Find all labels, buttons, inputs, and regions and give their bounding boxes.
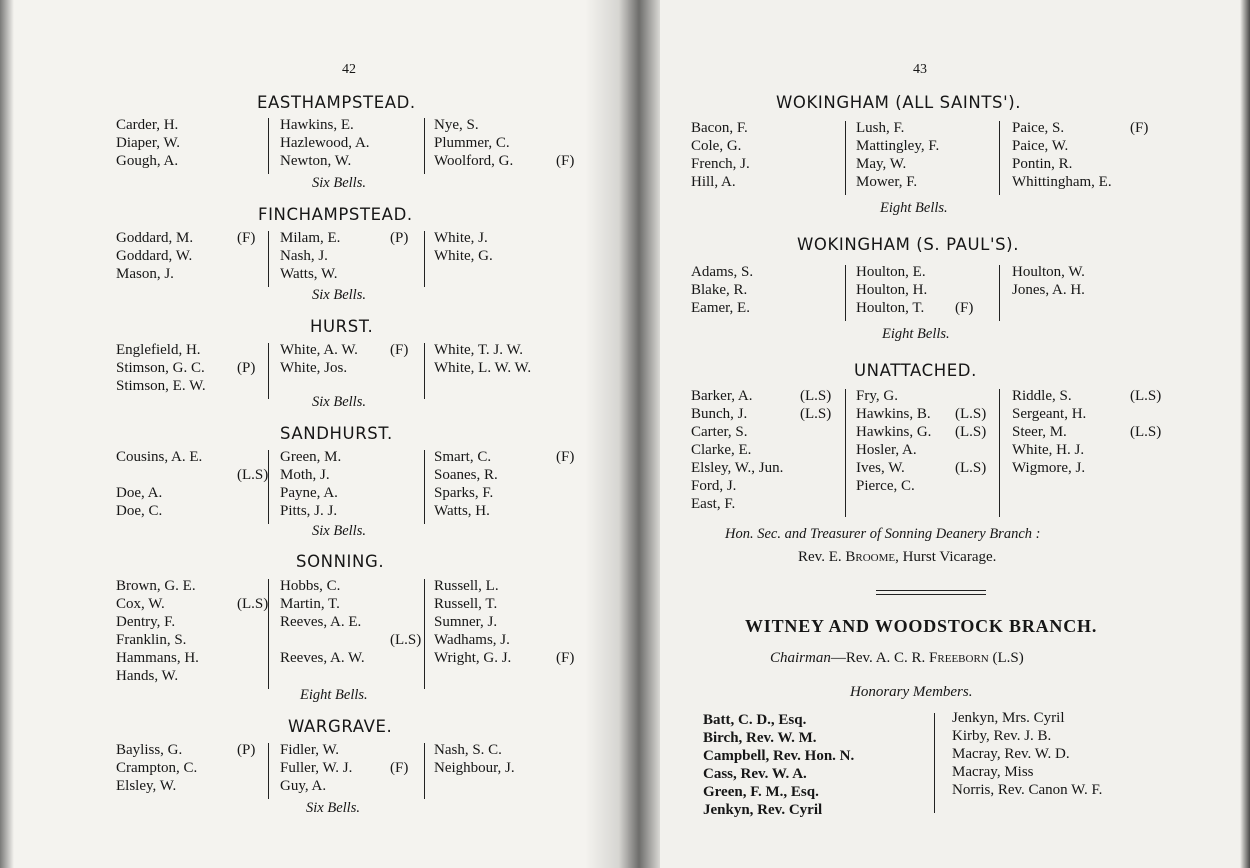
ringer-name: Houlton, H.	[856, 282, 928, 298]
marks-col1	[237, 448, 268, 520]
ringer-name: Fuller, W. J.	[280, 760, 353, 776]
ringer-mark	[390, 577, 421, 595]
names-col1	[691, 263, 753, 317]
member-name: Birch, Rev. W. M.	[703, 730, 817, 746]
ringer-name: Ives, W.	[856, 460, 905, 476]
ringer-name: Reeves, A. E.	[280, 614, 362, 630]
column-rule	[845, 265, 846, 321]
ringer-mark	[390, 265, 408, 283]
names-col3	[434, 341, 531, 377]
ringer-name: Doe, C.	[116, 503, 163, 519]
ringer-name: Cousins, A. E.	[116, 449, 203, 465]
ringer-mark	[1130, 173, 1148, 191]
ringer-name: Gough, A.	[116, 153, 179, 169]
marks-col1	[237, 229, 255, 283]
bells-note: Six Bells.	[312, 394, 366, 410]
column-rule	[424, 579, 425, 689]
ringer-mark	[237, 667, 268, 685]
ringer-mark	[390, 595, 421, 613]
marks-col3	[556, 448, 574, 520]
member-name: Kirby, Rev. J. B.	[952, 728, 1052, 744]
ringer-mark	[1130, 155, 1148, 173]
member-name: Norris, Rev. Canon W. F.	[952, 782, 1103, 798]
ringer-name: Wigmore, J.	[1012, 460, 1086, 476]
names-col2	[280, 448, 341, 520]
ringer-name: White, H. J.	[1012, 442, 1085, 458]
ringer-name	[280, 631, 365, 649]
bells-note: Eight Bells.	[882, 326, 950, 342]
ringer-mark: (L.S)	[955, 406, 987, 422]
ringer-mark	[800, 495, 831, 513]
ringer-name: Carter, S.	[691, 424, 748, 440]
ringer-name: Wright, G. J.	[434, 650, 512, 666]
witney-chairman: Chairman—Rev. A. C. R. Freeborn (L.S)	[770, 650, 1024, 666]
ringer-mark: (L.S)	[1130, 424, 1162, 440]
column-rule	[268, 118, 269, 174]
marks-col1	[237, 741, 255, 795]
ringer-name: Russell, L.	[434, 578, 499, 594]
ringer-mark: (L.S)	[955, 424, 987, 440]
ringer-name: Goddard, W.	[116, 248, 193, 264]
bells-note: Eight Bells.	[300, 687, 368, 703]
ringer-name: White, Jos.	[280, 360, 348, 376]
ringer-name: Newton, W.	[280, 153, 352, 169]
names-col1	[116, 448, 202, 520]
marks-col3	[556, 577, 574, 667]
member-name: Jenkyn, Mrs. Cyril	[952, 710, 1065, 726]
names-col3	[434, 448, 498, 520]
ringer-name: Payne, A.	[280, 485, 338, 501]
ringer-name: Woolford, G.	[434, 153, 514, 169]
ringer-name: Fry, G.	[856, 388, 898, 404]
ringer-name: White, L. W. W.	[434, 360, 532, 376]
ringer-name: Mower, F.	[856, 174, 918, 190]
names-col2	[280, 229, 340, 283]
ringer-mark: (L.S)	[955, 460, 987, 476]
ringer-mark	[390, 359, 408, 377]
ringer-mark: (F)	[1130, 120, 1149, 136]
marks-col3	[556, 116, 574, 170]
member-name: Green, F. M., Esq.	[703, 784, 819, 800]
ringer-name: Diaper, W.	[116, 135, 180, 151]
ringer-name: Whittingham, E.	[1012, 174, 1112, 190]
ringer-name: White, G.	[434, 248, 493, 264]
ringer-mark	[390, 741, 408, 759]
section-heading: WARGRAVE.	[288, 717, 393, 736]
ringer-name: Martin, T.	[280, 596, 340, 612]
book-left-edge	[0, 0, 14, 868]
ringer-mark	[237, 247, 255, 265]
ringer-mark	[556, 484, 574, 502]
ringer-mark: (L.S)	[237, 596, 269, 612]
column-rule	[424, 743, 425, 799]
witney-title: WITNEY AND WOODSTOCK BRANCH.	[745, 616, 1098, 636]
ringer-name: Franklin, S.	[116, 632, 187, 648]
section-heading: WOKINGHAM (S. PAUL'S).	[797, 235, 1020, 254]
ringer-mark	[237, 484, 268, 502]
names-col3	[1012, 387, 1086, 477]
ringer-name: Bayliss, G.	[116, 742, 183, 758]
ringer-mark	[955, 387, 986, 405]
ringer-mark	[556, 631, 574, 649]
names-col1	[116, 116, 180, 170]
ringer-name: Ford, J.	[691, 478, 737, 494]
ringer-mark	[955, 263, 973, 281]
ringer-mark: (F)	[556, 449, 575, 465]
ringer-name: Hawkins, E.	[280, 117, 354, 133]
ringer-mark	[237, 759, 255, 777]
ringer-name: Adams, S.	[691, 264, 754, 280]
ringer-name: Bunch, J.	[691, 406, 748, 422]
ringer-name: Plummer, C.	[434, 135, 510, 151]
ringer-name: Lush, F.	[856, 120, 905, 136]
names-col3	[434, 116, 513, 170]
ringer-name: Eamer, E.	[691, 300, 750, 316]
honorary-members-col2	[952, 709, 1102, 799]
page-number: 43	[913, 62, 927, 77]
column-rule	[999, 121, 1000, 195]
bells-note: Six Bells.	[312, 287, 366, 303]
ringer-name: Nye, S.	[434, 117, 479, 133]
column-rule	[845, 389, 846, 517]
ringer-name: Watts, W.	[280, 266, 338, 282]
section-heading: SANDHURST.	[280, 424, 393, 443]
names-col1	[691, 387, 783, 513]
ringer-mark: (F)	[237, 230, 256, 246]
ringer-name: Pontin, R.	[1012, 156, 1073, 172]
ringer-name: Cox, W.	[116, 596, 165, 612]
ringer-mark: (F)	[955, 300, 974, 316]
ringer-name: Brown, G. E.	[116, 578, 196, 594]
ringer-name: Stimson, G. C.	[116, 360, 205, 376]
ringer-name: Hazlewood, A.	[280, 135, 370, 151]
section-heading: UNATTACHED.	[854, 361, 977, 380]
ringer-name: Milam, E.	[280, 230, 341, 246]
ringer-name: Nash, S. C.	[434, 742, 502, 758]
names-col2	[856, 119, 939, 191]
ringer-name: Hill, A.	[691, 174, 736, 190]
ringer-mark: (F)	[390, 760, 409, 776]
ringer-name: Smart, C.	[434, 449, 492, 465]
marks-col2	[390, 577, 421, 667]
ringer-mark	[237, 265, 255, 283]
names-col3	[434, 229, 493, 265]
ringer-name: White, J.	[434, 230, 488, 246]
column-rule	[934, 713, 935, 813]
names-col3	[434, 741, 515, 777]
names-col1	[116, 577, 199, 685]
names-col2	[280, 341, 358, 377]
ringer-mark	[955, 441, 986, 459]
bells-note: Six Bells.	[306, 800, 360, 816]
column-rule	[424, 450, 425, 524]
member-name: Campbell, Rev. Hon. N.	[703, 748, 855, 764]
marks-col2	[955, 387, 986, 495]
ringer-mark	[237, 631, 268, 649]
ringer-mark	[556, 613, 574, 631]
column-rule	[268, 450, 269, 524]
ringer-mark: (L.S)	[800, 406, 832, 422]
ringer-name: Doe, A.	[116, 485, 163, 501]
ringer-name: Crampton, C.	[116, 760, 198, 776]
page-number: 42	[342, 62, 356, 77]
ringer-name: Sergeant, H.	[1012, 406, 1087, 422]
ringer-name: Paice, S.	[1012, 120, 1065, 136]
ringer-name: Barker, A.	[691, 388, 753, 404]
ringer-mark	[800, 441, 831, 459]
ringer-name: Paice, W.	[1012, 138, 1069, 154]
column-rule	[999, 265, 1000, 321]
ringer-mark	[800, 423, 831, 441]
names-col2	[856, 263, 927, 317]
column-rule	[999, 389, 1000, 517]
ringer-name: Steer, M.	[1012, 424, 1067, 440]
ringer-mark	[556, 577, 574, 595]
column-rule	[268, 231, 269, 287]
ringer-mark	[237, 448, 268, 466]
column-rule	[424, 231, 425, 287]
ringer-name: Hosler, A.	[856, 442, 917, 458]
ringer-name: Riddle, S.	[1012, 388, 1072, 404]
ringer-name: Moth, J.	[280, 467, 330, 483]
ringer-name: May, W.	[856, 156, 907, 172]
ringer-mark: (L.S)	[800, 388, 832, 404]
names-col3	[1012, 263, 1085, 299]
ringer-mark: (L.S)	[237, 467, 269, 483]
section-heading: HURST.	[310, 317, 374, 336]
ringer-name: Hammans, H.	[116, 650, 199, 666]
marks-col3	[1130, 119, 1148, 191]
ringer-name: Reeves, A. W.	[280, 650, 365, 666]
column-rule	[268, 343, 269, 399]
ringer-name: Houlton, W.	[1012, 264, 1085, 280]
section-heading: EASTHAMPSTEAD.	[257, 93, 416, 112]
ringer-name: Watts, H.	[434, 503, 490, 519]
ringer-name: Nash, J.	[280, 248, 328, 264]
section-divider	[876, 590, 986, 595]
ringer-name: Sparks, F.	[434, 485, 494, 501]
book-right-edge	[1240, 0, 1250, 868]
section-heading: FINCHAMPSTEAD.	[258, 205, 413, 224]
ringer-mark	[1130, 137, 1148, 155]
names-col2	[856, 387, 931, 495]
names-col1	[691, 119, 750, 191]
member-name: Macray, Miss	[952, 764, 1034, 780]
ringer-mark: (F)	[556, 153, 575, 169]
ringer-name: Elsley, W.	[116, 778, 177, 794]
ringer-mark	[390, 247, 408, 265]
ringer-mark	[556, 134, 574, 152]
names-col3	[434, 577, 511, 667]
marks-col2	[390, 741, 408, 795]
marks-col1	[800, 387, 831, 513]
ringer-mark: (L.S)	[390, 632, 422, 648]
column-rule	[268, 579, 269, 689]
ringer-name: Hobbs, C.	[280, 578, 341, 594]
ringer-mark: (F)	[556, 650, 575, 666]
ringer-name: Russell, T.	[434, 596, 498, 612]
marks-col2	[955, 263, 973, 317]
ringer-name	[116, 466, 202, 484]
ringer-mark	[1130, 441, 1161, 459]
column-rule	[424, 118, 425, 174]
marks-col3	[1130, 387, 1161, 477]
ringer-name: Dentry, F.	[116, 614, 176, 630]
section-heading: SONNING.	[296, 552, 385, 571]
ringer-mark: (P)	[237, 360, 256, 376]
ringer-name: White, T. J. W.	[434, 342, 524, 358]
ringer-mark	[237, 577, 268, 595]
ringer-mark	[237, 777, 255, 795]
marks-col2	[390, 341, 408, 377]
ringer-name: Soanes, R.	[434, 467, 498, 483]
ringer-name: Fidler, W.	[280, 742, 339, 758]
ringer-name: Sumner, J.	[434, 614, 498, 630]
hon-sec-label: Hon. Sec. and Treasurer of Sonning Deanery Branch :	[725, 526, 1041, 542]
marks-col1	[237, 341, 255, 395]
names-col1	[116, 741, 197, 795]
ringer-name: Bacon, F.	[691, 120, 748, 136]
names-col2	[280, 577, 365, 667]
ringer-name: Cole, G.	[691, 138, 742, 154]
ringer-mark	[556, 595, 574, 613]
ringer-name: Stimson, E. W.	[116, 378, 206, 394]
column-rule	[268, 743, 269, 799]
bells-note: Six Bells.	[312, 523, 366, 539]
ringer-name: Elsley, W., Jun.	[691, 460, 784, 476]
ringer-mark	[556, 502, 574, 520]
ringer-name: Green, M.	[280, 449, 342, 465]
bells-note: Six Bells.	[312, 175, 366, 191]
ringer-name: Guy, A.	[280, 778, 327, 794]
ringer-mark	[237, 613, 268, 631]
ringer-name: Carder, H.	[116, 117, 179, 133]
ringer-mark	[955, 281, 973, 299]
column-rule	[845, 121, 846, 195]
ringer-mark	[237, 502, 268, 520]
ringer-mark	[237, 377, 255, 395]
ringer-mark	[390, 777, 408, 795]
member-name: Macray, Rev. W. D.	[952, 746, 1070, 762]
names-col1	[116, 229, 193, 283]
honorary-members-col1	[703, 711, 854, 819]
ringer-name: Houlton, T.	[856, 300, 925, 316]
ringer-mark: (P)	[237, 742, 256, 758]
ringer-name: Goddard, M.	[116, 230, 194, 246]
ringer-name: Hands, W.	[116, 668, 179, 684]
ringer-mark	[1130, 405, 1161, 423]
ringer-name: Hawkins, G.	[856, 424, 932, 440]
ringer-mark	[390, 613, 421, 631]
ringer-name: Mason, J.	[116, 266, 174, 282]
ringer-name: East, F.	[691, 496, 736, 512]
honorary-members-heading: Honorary Members.	[850, 684, 973, 700]
names-col2	[280, 116, 370, 170]
hon-sec-name: Rev. E. Broome, Hurst Vicarage.	[798, 549, 997, 565]
ringer-mark	[955, 477, 986, 495]
marks-col1	[237, 577, 268, 685]
ringer-name: Clarke, E.	[691, 442, 752, 458]
ringer-name: Englefield, H.	[116, 342, 201, 358]
member-name: Batt, C. D., Esq.	[703, 712, 807, 728]
ringer-name: Wadhams, J.	[434, 632, 510, 648]
column-rule	[424, 343, 425, 399]
ringer-mark	[556, 466, 574, 484]
ringer-mark: (F)	[390, 342, 409, 358]
marks-col2	[390, 229, 408, 283]
ringer-name: Houlton, E.	[856, 264, 926, 280]
section-heading: WOKINGHAM (ALL SAINTS').	[776, 93, 1022, 112]
bells-note: Eight Bells.	[880, 200, 948, 216]
ringer-name: White, A. W.	[280, 342, 358, 358]
ringer-mark	[237, 341, 255, 359]
ringer-mark	[237, 649, 268, 667]
ringer-mark	[390, 649, 421, 667]
ringer-name: Hawkins, B.	[856, 406, 931, 422]
member-name: Cass, Rev. W. A.	[703, 766, 807, 782]
ringer-name: Jones, A. H.	[1012, 282, 1085, 298]
ringer-mark: (P)	[390, 230, 409, 246]
ringer-name: Pierce, C.	[856, 478, 915, 494]
ringer-mark	[800, 477, 831, 495]
names-col1	[116, 341, 206, 395]
ringer-name: Mattingley, F.	[856, 138, 940, 154]
ringer-name: French, J.	[691, 156, 750, 172]
ringer-mark	[1130, 459, 1161, 477]
ringer-name: Neighbour, J.	[434, 760, 515, 776]
ringer-name: Pitts, J. J.	[280, 503, 338, 519]
ringer-mark	[800, 459, 831, 477]
ringer-mark	[556, 116, 574, 134]
member-name: Jenkyn, Rev. Cyril	[703, 802, 823, 818]
names-col3	[1012, 119, 1112, 191]
ringer-name: Blake, R.	[691, 282, 748, 298]
names-col2	[280, 741, 352, 795]
ringer-mark: (L.S)	[1130, 388, 1162, 404]
